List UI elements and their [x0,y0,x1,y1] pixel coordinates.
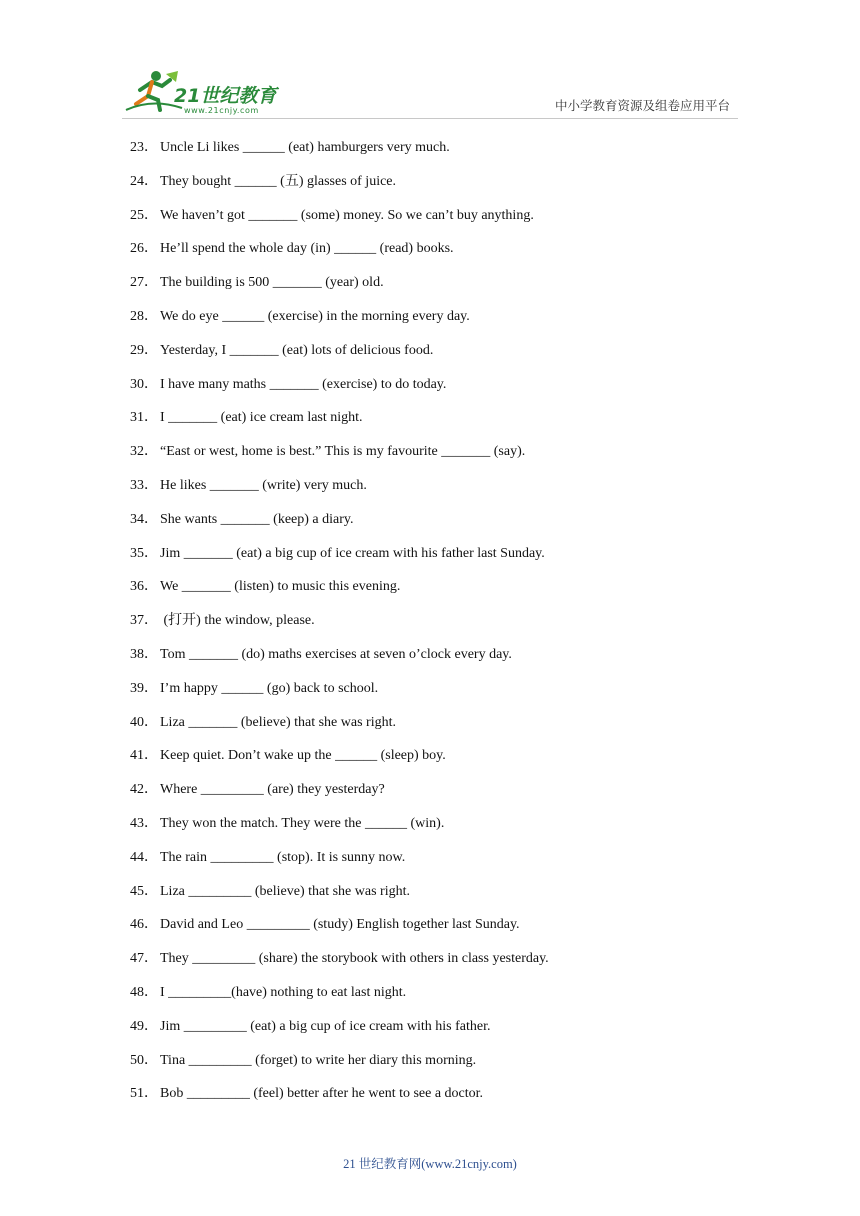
question-number: 26． [130,241,158,257]
question-item [130,713,750,747]
question-text: He’ll spend the whole day (in) ______ (read) books. [160,241,454,257]
question-text: “East or west, home is best.” This is my favourite _______ (say). [160,444,526,460]
question-number: 37． [130,613,158,629]
question-number: 42． [130,782,158,798]
question-text: We do eye ______ (exercise) in the morning every day. [160,308,470,324]
question-number: 24． [130,173,158,189]
question-number: 44． [130,849,158,865]
question-text: Bob _________ (feel) better after he went to see a doctor. [160,1086,484,1102]
question-item [130,949,750,983]
question-item [130,814,750,848]
question-number: 40． [130,714,158,730]
logo-text: 21世纪教育 [174,85,277,107]
question-number: 23． [130,140,158,155]
question-item [130,915,750,949]
question-text: Tom _______ (do) maths exercises at seven o’clock every day. [160,646,512,662]
question-item [130,577,750,611]
question-item [130,442,750,476]
question-number: 47． [130,951,158,967]
question-text: He likes _______ (write) very much. [160,477,367,493]
logo-url: www.21cnjy.com [184,106,259,115]
question-number: 35． [130,545,158,561]
question-text: Liza _________ (believe) that she was right. [160,883,410,899]
question-text: We haven’t got _______ (some) money. So we can’t buy anything. [160,207,534,223]
question-number: 34． [130,511,158,527]
question-item [130,307,750,341]
question-item [130,1051,750,1085]
question-item [130,476,750,510]
question-number: 50． [130,1052,158,1068]
question-number: 30． [130,376,158,392]
question-number: 39． [130,680,158,696]
question-number: 38． [130,646,158,662]
question-item [130,341,750,375]
question-number: 28． [130,308,158,324]
question-number: 33． [130,477,158,493]
site-logo[interactable] [122,68,292,116]
question-item [130,510,750,544]
question-text: Tina _________ (forget) to write her diary this morning. [160,1052,477,1068]
question-item [130,138,750,172]
question-list [130,138,750,1118]
question-number: 48． [130,984,158,1000]
question-item [130,375,750,409]
question-text: I have many maths _______ (exercise) to do today. [160,376,447,392]
header-divider [122,118,738,119]
header-tagline: 中小学教育资源及组卷应用平台 [554,98,730,113]
question-number: 25． [130,207,158,223]
question-text: Jim _________ (eat) a big cup of ice cream with his father. [160,1018,491,1034]
question-item [130,746,750,780]
question-text: I _______ (eat) ice cream last night. [160,410,363,426]
question-text: I’m happy ______ (go) back to school. [160,680,379,696]
question-text: Liza _______ (believe) that she was right. [160,714,396,730]
question-text: Uncle Li likes ______ (eat) hamburgers very much. [160,140,450,155]
question-text: They _________ (share) the storybook with others in class yesterday. [160,951,549,967]
question-item [130,645,750,679]
question-item [130,1084,750,1118]
question-number: 45． [130,883,158,899]
question-number: 49． [130,1018,158,1034]
runner-logo-icon [122,68,292,116]
question-text: They bought ______ (五) glasses of juice. [160,173,397,189]
question-text: The rain _________ (stop). It is sunny now. [160,849,406,865]
question-number: 36． [130,579,158,595]
question-number: 46． [130,917,158,933]
question-text: They won the match. They were the ______ (win). [160,815,445,831]
question-text: We _______ (listen) to music this evening. [160,579,401,595]
question-text: The building is 500 _______ (year) old. [160,275,384,291]
question-text: David and Leo _________ (study) English together last Sunday. [160,917,520,933]
question-item [130,983,750,1017]
question-item [130,544,750,578]
question-number: 29． [130,342,158,358]
question-text: I _________(have) nothing to eat last night. [160,984,407,1000]
question-number: 27． [130,275,158,291]
question-item [130,206,750,240]
question-text: (打开) the window, please. [160,613,315,629]
page-footer: 21 世纪教育网(www.21cnjy.com) [343,1157,517,1171]
question-text: She wants _______ (keep) a diary. [160,511,354,527]
question-item [130,780,750,814]
question-item [130,408,750,442]
question-item [130,611,750,645]
question-item [130,1017,750,1051]
question-item [130,848,750,882]
question-number: 51． [130,1086,158,1102]
question-item [130,273,750,307]
question-item [130,679,750,713]
question-text: Jim _______ (eat) a big cup of ice cream with his father last Sunday. [160,545,545,561]
question-number: 31． [130,410,158,426]
question-number: 41． [130,748,158,764]
question-text: Yesterday, I _______ (eat) lots of delicious food. [160,342,434,358]
question-item [130,172,750,206]
question-text: Where _________ (are) they yesterday? [160,782,385,798]
question-item [130,882,750,916]
question-text: Keep quiet. Don’t wake up the ______ (sleep) boy. [160,748,446,764]
page-header [0,0,860,120]
question-number: 32． [130,444,158,460]
question-item [130,239,750,273]
question-number: 43． [130,815,158,831]
